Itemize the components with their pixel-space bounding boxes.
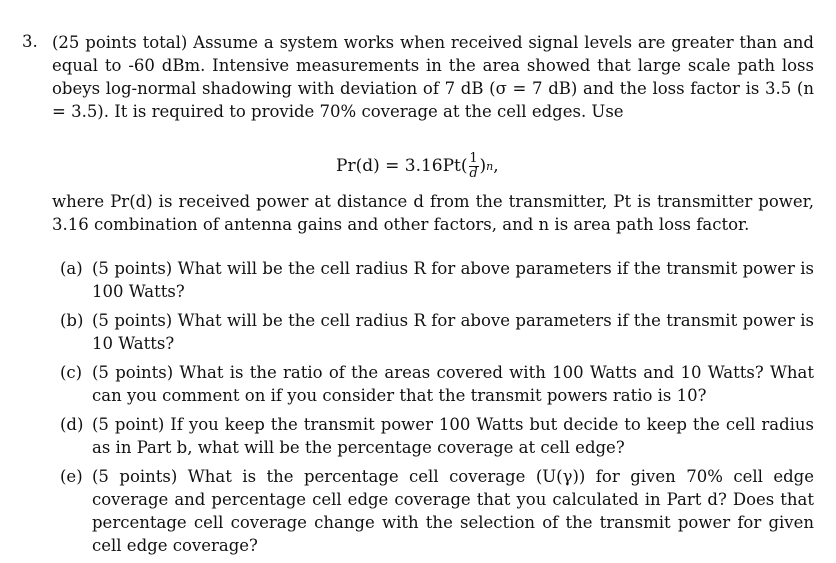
part-e [60, 465, 814, 557]
part-text: (5 points) What will be the cell radius R for above parameters if the transmit power is 100 Watts? [92, 259, 814, 301]
part-a [60, 257, 814, 303]
formula-rhs: ) [479, 156, 487, 176]
part-label: (a) [60, 259, 83, 278]
formula-explanation: where Pr(d) is received power at distance d from the transmitter, Pt is transmitter power, 3.16 combination of antenna gains and other factors, and n is area path loss factor. [52, 192, 814, 234]
part-d [60, 413, 814, 459]
part-label: (c) [60, 363, 83, 382]
part-b [60, 309, 814, 355]
formula-denominator: d [469, 165, 478, 181]
formula-exponent: n [486, 159, 494, 173]
part-text: (5 point) If you keep the transmit power 100 Watts but decide to keep the cell radius as in Part b, what will be the percentage coverage at cell edge? [92, 415, 814, 457]
sub-questions [60, 257, 814, 563]
formula-fraction [469, 152, 479, 181]
part-text: (5 points) What is the percentage cell coverage (U(γ)) for given 70% cell edge coverage and percentage cell edge coverage that you calculated in Part d? Does that percentage cell coverage change with the selection of the transmit power for given cell edge coverage? [92, 467, 814, 555]
part-text: (5 points) What is the ratio of the areas covered with 100 Watts and 10 Watts? What can you comment on if you consider that the transmit powers ratio is 10? [92, 363, 814, 405]
formula-trail: , [493, 156, 499, 176]
formula-lhs: Pr(d) = 3.16Pt( [336, 156, 468, 176]
question-number: 3. [22, 32, 38, 51]
part-label: (e) [60, 467, 83, 486]
part-label: (d) [60, 415, 84, 434]
part-label: (b) [60, 311, 84, 330]
formula-numerator: 1 [469, 150, 478, 166]
part-c [60, 361, 814, 407]
question-intro: (25 points total) Assume a system works when received signal levels are greater than and equal to -60 dBm. Intensive measurements in the area showed that large scale path loss obeys log-normal shadowing with deviation of 7 dB (σ = 7 dB) and the loss factor is 3.5 (n = 3.5). It is required to provide 70% coverage at the cell edges. Use [52, 33, 814, 121]
received-power-formula [336, 145, 499, 187]
part-text: (5 points) What will be the cell radius R for above parameters if the transmit power is 10 Watts? [92, 311, 814, 353]
